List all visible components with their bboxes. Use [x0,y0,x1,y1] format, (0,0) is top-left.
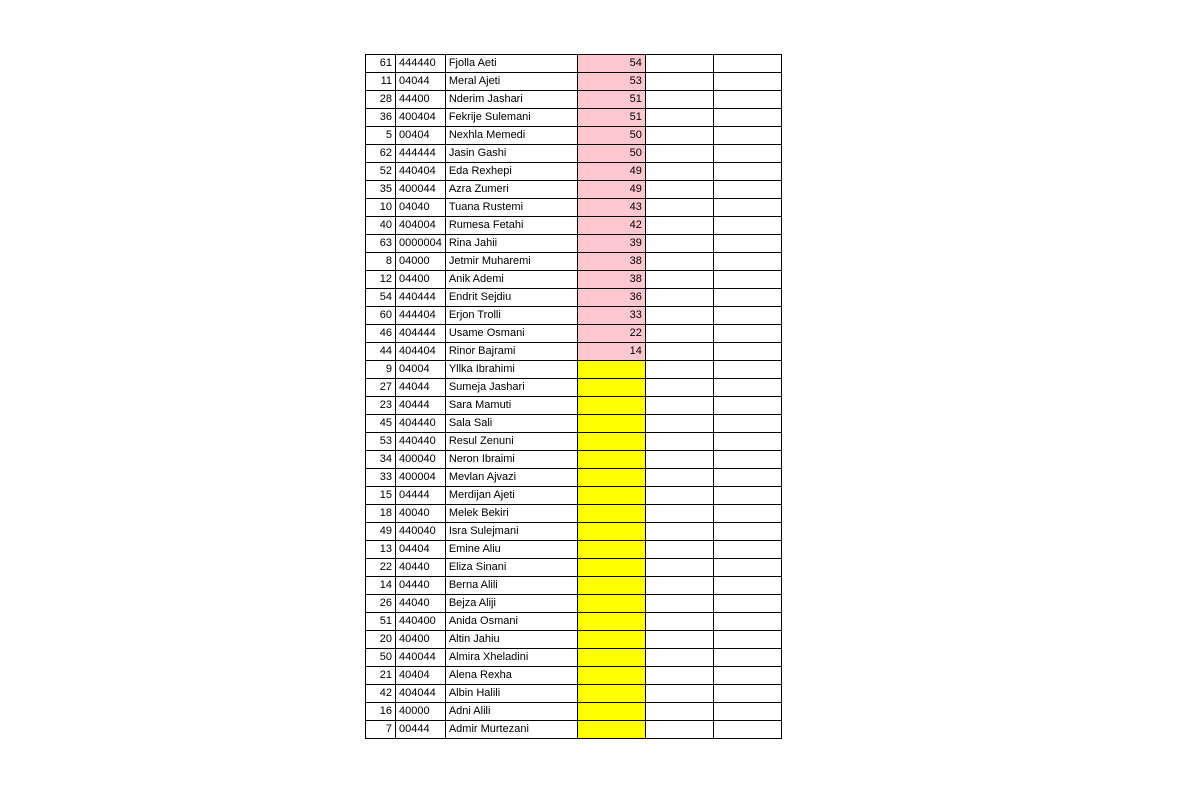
score-cell: 22 [577,325,645,343]
empty-cell [645,721,713,739]
empty-cell [713,181,781,199]
table-row [366,595,782,613]
empty-cell [713,307,781,325]
row-number-cell: 18 [366,505,396,523]
empty-cell [645,559,713,577]
student-name-cell: Anik Ademi [445,271,577,289]
student-name-cell: Neron Ibraimi [445,451,577,469]
empty-cell [645,361,713,379]
row-number-cell: 46 [366,325,396,343]
empty-cell [713,505,781,523]
table-row [366,433,782,451]
row-number-cell: 21 [366,667,396,685]
empty-cell [713,613,781,631]
student-code-cell: 40000 [396,703,446,721]
empty-cell [645,523,713,541]
table-row [366,253,782,271]
row-number-cell: 10 [366,199,396,217]
row-number-cell: 61 [366,55,396,73]
empty-cell [645,541,713,559]
student-name-cell: Fekrije Sulemani [445,109,577,127]
empty-cell [645,649,713,667]
student-name-cell: Rumesa Fetahi [445,217,577,235]
empty-cell [645,397,713,415]
empty-cell [645,325,713,343]
empty-cell [645,55,713,73]
student-name-cell: Adni Alili [445,703,577,721]
row-number-cell: 13 [366,541,396,559]
empty-cell [645,145,713,163]
empty-cell [713,55,781,73]
score-cell [577,433,645,451]
score-cell: 50 [577,127,645,145]
empty-cell [645,433,713,451]
score-cell [577,361,645,379]
table-row [366,145,782,163]
row-number-cell: 35 [366,181,396,199]
score-cell: 51 [577,109,645,127]
student-code-cell: 440404 [396,163,446,181]
table-row [366,559,782,577]
student-code-cell: 440440 [396,433,446,451]
row-number-cell: 50 [366,649,396,667]
score-cell [577,523,645,541]
student-name-cell: Rina Jahii [445,235,577,253]
row-number-cell: 27 [366,379,396,397]
student-code-cell: 444404 [396,307,446,325]
empty-cell [645,451,713,469]
table-row [366,613,782,631]
table-row [366,577,782,595]
table-row [366,217,782,235]
student-code-cell: 404044 [396,685,446,703]
score-cell [577,505,645,523]
score-cell [577,721,645,739]
score-cell: 50 [577,145,645,163]
student-code-cell: 400044 [396,181,446,199]
empty-cell [713,415,781,433]
empty-cell [645,613,713,631]
empty-cell [713,91,781,109]
student-code-cell: 404444 [396,325,446,343]
student-code-cell: 40440 [396,559,446,577]
empty-cell [645,235,713,253]
student-code-cell: 00444 [396,721,446,739]
score-cell [577,397,645,415]
student-code-cell: 444440 [396,55,446,73]
empty-cell [645,631,713,649]
score-cell [577,469,645,487]
empty-cell [645,271,713,289]
row-number-cell: 33 [366,469,396,487]
row-number-cell: 11 [366,73,396,91]
student-code-cell: 0000004 [396,235,446,253]
score-cell [577,595,645,613]
student-name-cell: Endrit Sejdiu [445,289,577,307]
row-number-cell: 62 [366,145,396,163]
student-name-cell: Isra Sulejmani [445,523,577,541]
score-cell: 36 [577,289,645,307]
table-row [366,73,782,91]
student-code-cell: 400040 [396,451,446,469]
score-cell [577,667,645,685]
row-number-cell: 8 [366,253,396,271]
table-row [366,109,782,127]
empty-cell [645,577,713,595]
empty-cell [713,361,781,379]
score-cell [577,613,645,631]
empty-cell [645,469,713,487]
empty-cell [713,685,781,703]
student-name-cell: Admir Murtezani [445,721,577,739]
empty-cell [713,289,781,307]
table-row [366,235,782,253]
student-code-cell: 04440 [396,577,446,595]
student-code-cell: 44044 [396,379,446,397]
student-name-cell: Jasin Gashi [445,145,577,163]
row-number-cell: 51 [366,613,396,631]
student-name-cell: Berna Alili [445,577,577,595]
student-code-cell: 44400 [396,91,446,109]
student-name-cell: Tuana Rustemi [445,199,577,217]
student-code-cell: 440040 [396,523,446,541]
empty-cell [713,469,781,487]
table-row [366,649,782,667]
empty-cell [713,325,781,343]
empty-cell [713,127,781,145]
student-name-cell: Eliza Sinani [445,559,577,577]
empty-cell [645,199,713,217]
score-cell [577,451,645,469]
table-row [366,505,782,523]
empty-cell [713,631,781,649]
student-code-cell: 04000 [396,253,446,271]
table-row [366,469,782,487]
table-row [366,289,782,307]
row-number-cell: 42 [366,685,396,703]
row-number-cell: 34 [366,451,396,469]
row-number-cell: 36 [366,109,396,127]
empty-cell [713,667,781,685]
empty-cell [713,541,781,559]
empty-cell [645,127,713,145]
row-number-cell: 26 [366,595,396,613]
table-row [366,397,782,415]
table-row [366,361,782,379]
student-name-cell: Fjolla Aeti [445,55,577,73]
empty-cell [645,415,713,433]
student-code-cell: 04404 [396,541,446,559]
student-code-cell: 04040 [396,199,446,217]
row-number-cell: 12 [366,271,396,289]
table-row [366,703,782,721]
empty-cell [645,505,713,523]
table-row [366,181,782,199]
student-name-cell: Sumeja Jashari [445,379,577,397]
empty-cell [645,595,713,613]
empty-cell [645,181,713,199]
table-row [366,541,782,559]
score-cell: 38 [577,271,645,289]
table-row [366,721,782,739]
student-code-cell: 40404 [396,667,446,685]
student-name-cell: Almira Xheladini [445,649,577,667]
row-number-cell: 40 [366,217,396,235]
score-cell: 49 [577,181,645,199]
student-code-cell: 40400 [396,631,446,649]
student-name-cell: Yllka Ibrahimi [445,361,577,379]
empty-cell [713,73,781,91]
score-cell [577,379,645,397]
student-name-cell: Eda Rexhepi [445,163,577,181]
empty-cell [713,163,781,181]
row-number-cell: 22 [366,559,396,577]
table-row [366,631,782,649]
empty-cell [645,109,713,127]
empty-cell [713,145,781,163]
score-cell: 54 [577,55,645,73]
row-number-cell: 52 [366,163,396,181]
table-row [366,667,782,685]
score-cell: 14 [577,343,645,361]
row-number-cell: 63 [366,235,396,253]
score-cell [577,415,645,433]
student-name-cell: Sara Mamuti [445,397,577,415]
empty-cell [713,253,781,271]
score-cell [577,631,645,649]
row-number-cell: 45 [366,415,396,433]
score-cell: 43 [577,199,645,217]
row-number-cell: 7 [366,721,396,739]
empty-cell [645,253,713,271]
row-number-cell: 15 [366,487,396,505]
table-row [366,163,782,181]
empty-cell [713,109,781,127]
empty-cell [713,577,781,595]
row-number-cell: 14 [366,577,396,595]
score-cell [577,487,645,505]
student-name-cell: Rinor Bajrami [445,343,577,361]
row-number-cell: 16 [366,703,396,721]
table-row [366,127,782,145]
empty-cell [645,217,713,235]
empty-cell [713,451,781,469]
student-name-cell: Altin Jahiu [445,631,577,649]
empty-cell [713,721,781,739]
empty-cell [713,271,781,289]
table-row [366,343,782,361]
score-cell: 42 [577,217,645,235]
score-cell [577,541,645,559]
student-code-cell: 04444 [396,487,446,505]
table-row [366,487,782,505]
row-number-cell: 54 [366,289,396,307]
table-row [366,451,782,469]
student-code-cell: 04400 [396,271,446,289]
student-code-cell: 440400 [396,613,446,631]
student-name-cell: Sala Sali [445,415,577,433]
row-number-cell: 9 [366,361,396,379]
table-row [366,523,782,541]
student-name-cell: Erjon Trolli [445,307,577,325]
table-row [366,307,782,325]
student-name-cell: Jetmir Muharemi [445,253,577,271]
score-cell: 39 [577,235,645,253]
student-code-cell: 40040 [396,505,446,523]
table-row [366,91,782,109]
student-name-cell: Mevlan Ajvazi [445,469,577,487]
empty-cell [645,685,713,703]
table-row [366,415,782,433]
student-name-cell: Melek Bekiri [445,505,577,523]
score-cell: 38 [577,253,645,271]
student-code-cell: 404404 [396,343,446,361]
empty-cell [645,703,713,721]
student-code-cell: 404004 [396,217,446,235]
table-row [366,271,782,289]
score-cell: 33 [577,307,645,325]
student-name-cell: Albin Halili [445,685,577,703]
table-row [366,325,782,343]
empty-cell [645,667,713,685]
table-row [366,55,782,73]
score-cell [577,649,645,667]
row-number-cell: 23 [366,397,396,415]
student-code-cell: 40444 [396,397,446,415]
student-name-cell: Meral Ajeti [445,73,577,91]
empty-cell [713,649,781,667]
score-cell [577,685,645,703]
student-name-cell: Alena Rexha [445,667,577,685]
row-number-cell: 44 [366,343,396,361]
empty-cell [713,523,781,541]
student-code-cell: 440044 [396,649,446,667]
row-number-cell: 49 [366,523,396,541]
student-name-cell: Azra Zumeri [445,181,577,199]
student-code-cell: 44040 [396,595,446,613]
empty-cell [645,307,713,325]
empty-cell [713,703,781,721]
empty-cell [713,343,781,361]
empty-cell [713,397,781,415]
empty-cell [645,343,713,361]
student-code-cell: 440444 [396,289,446,307]
empty-cell [713,199,781,217]
empty-cell [645,289,713,307]
student-code-cell: 444444 [396,145,446,163]
student-name-cell: Bejza Aliji [445,595,577,613]
empty-cell [713,379,781,397]
row-number-cell: 53 [366,433,396,451]
student-code-cell: 404440 [396,415,446,433]
empty-cell [713,433,781,451]
student-code-cell: 04044 [396,73,446,91]
student-name-cell: Resul Zenuni [445,433,577,451]
score-cell: 49 [577,163,645,181]
table-row [366,379,782,397]
student-code-cell: 00404 [396,127,446,145]
empty-cell [713,217,781,235]
score-cell [577,577,645,595]
student-name-cell: Emine Aliu [445,541,577,559]
student-code-cell: 04004 [396,361,446,379]
empty-cell [713,595,781,613]
row-number-cell: 20 [366,631,396,649]
empty-cell [713,235,781,253]
table-row [366,685,782,703]
student-name-cell: Nexhla Memedi [445,127,577,145]
student-code-cell: 400404 [396,109,446,127]
student-name-cell: Nderim Jashari [445,91,577,109]
row-number-cell: 5 [366,127,396,145]
empty-cell [645,91,713,109]
empty-cell [713,559,781,577]
score-cell: 51 [577,91,645,109]
empty-cell [645,163,713,181]
results-table [365,54,782,739]
score-cell [577,559,645,577]
score-cell [577,703,645,721]
student-name-cell: Anida Osmani [445,613,577,631]
results-table-body [366,55,782,739]
student-code-cell: 400004 [396,469,446,487]
empty-cell [645,379,713,397]
student-name-cell: Usame Osmani [445,325,577,343]
empty-cell [645,487,713,505]
table-row [366,199,782,217]
empty-cell [713,487,781,505]
score-cell: 53 [577,73,645,91]
row-number-cell: 60 [366,307,396,325]
student-name-cell: Merdijan Ajeti [445,487,577,505]
empty-cell [645,73,713,91]
row-number-cell: 28 [366,91,396,109]
